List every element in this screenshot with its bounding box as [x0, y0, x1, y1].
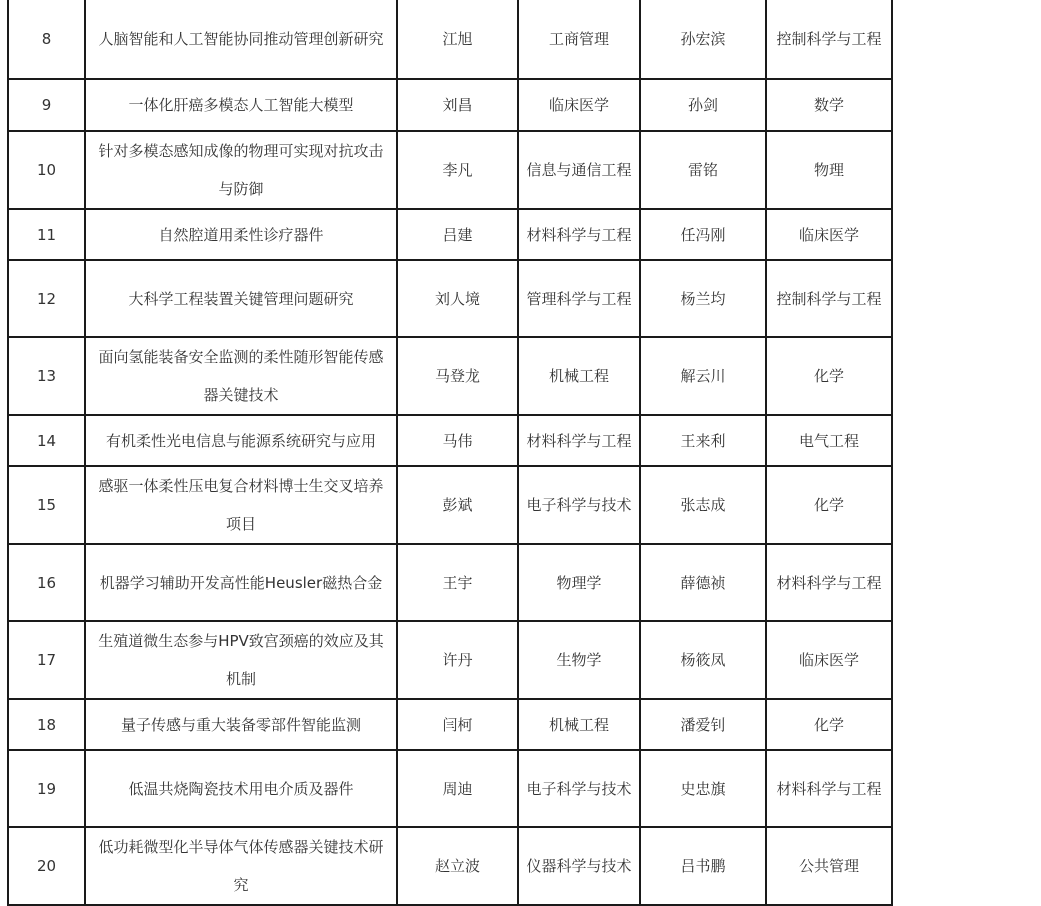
row-number: 17 [8, 621, 85, 699]
student-name: 周迪 [397, 750, 518, 827]
supervisor-name: 吕书鹏 [640, 827, 766, 905]
student-name: 赵立波 [397, 827, 518, 905]
supervisor-name: 薛德祯 [640, 544, 766, 621]
table-row [8, 79, 892, 131]
supervisor-field: 化学 [766, 699, 892, 750]
table-row [8, 621, 892, 699]
supervisor-field: 电气工程 [766, 415, 892, 466]
table-row [8, 699, 892, 750]
project-title: 自然腔道用柔性诊疗器件 [85, 209, 397, 260]
supervisor-name: 孙剑 [640, 79, 766, 131]
supervisor-name: 王来利 [640, 415, 766, 466]
table-row [8, 827, 892, 905]
student-name: 李凡 [397, 131, 518, 209]
student-major: 机械工程 [518, 337, 640, 415]
student-name: 王宇 [397, 544, 518, 621]
row-number: 16 [8, 544, 85, 621]
project-table [7, 0, 893, 906]
supervisor-name: 杨兰均 [640, 260, 766, 337]
table-row [8, 337, 892, 415]
row-number: 12 [8, 260, 85, 337]
supervisor-name: 潘爱钊 [640, 699, 766, 750]
project-title: 低温共烧陶瓷技术用电介质及器件 [85, 750, 397, 827]
project-title: 生殖道微生态参与HPV致宫颈癌的效应及其机制 [85, 621, 397, 699]
student-name: 彭斌 [397, 466, 518, 544]
supervisor-name: 雷铭 [640, 131, 766, 209]
supervisor-name: 张志成 [640, 466, 766, 544]
student-name: 马伟 [397, 415, 518, 466]
project-title: 人脑智能和人工智能协同推动管理创新研究 [85, 0, 397, 79]
table-row [8, 260, 892, 337]
student-name: 刘人境 [397, 260, 518, 337]
student-name: 马登龙 [397, 337, 518, 415]
supervisor-field: 临床医学 [766, 621, 892, 699]
supervisor-field: 物理 [766, 131, 892, 209]
project-title: 面向氢能装备安全监测的柔性随形智能传感器关键技术 [85, 337, 397, 415]
project-title: 针对多模态感知成像的物理可实现对抗攻击与防御 [85, 131, 397, 209]
student-name: 闫柯 [397, 699, 518, 750]
row-number: 19 [8, 750, 85, 827]
student-major: 工商管理 [518, 0, 640, 79]
row-number: 9 [8, 79, 85, 131]
student-major: 材料科学与工程 [518, 209, 640, 260]
row-number: 15 [8, 466, 85, 544]
supervisor-field: 公共管理 [766, 827, 892, 905]
student-major: 临床医学 [518, 79, 640, 131]
table-row [8, 131, 892, 209]
supervisor-field: 化学 [766, 466, 892, 544]
table-row [8, 415, 892, 466]
supervisor-name: 杨筱凤 [640, 621, 766, 699]
student-major: 生物学 [518, 621, 640, 699]
row-number: 20 [8, 827, 85, 905]
student-major: 材料科学与工程 [518, 415, 640, 466]
supervisor-name: 孙宏滨 [640, 0, 766, 79]
project-title: 感驱一体柔性压电复合材料博士生交叉培养项目 [85, 466, 397, 544]
student-major: 信息与通信工程 [518, 131, 640, 209]
supervisor-field: 临床医学 [766, 209, 892, 260]
supervisor-field: 数学 [766, 79, 892, 131]
project-title: 机器学习辅助开发高性能Heusler磁热合金 [85, 544, 397, 621]
student-major: 管理科学与工程 [518, 260, 640, 337]
supervisor-field: 控制科学与工程 [766, 0, 892, 79]
table-row [8, 750, 892, 827]
student-major: 物理学 [518, 544, 640, 621]
row-number: 13 [8, 337, 85, 415]
project-title: 有机柔性光电信息与能源系统研究与应用 [85, 415, 397, 466]
student-name: 吕建 [397, 209, 518, 260]
table-row [8, 544, 892, 621]
student-name: 江旭 [397, 0, 518, 79]
student-name: 许丹 [397, 621, 518, 699]
project-title: 一体化肝癌多模态人工智能大模型 [85, 79, 397, 131]
table-row [8, 209, 892, 260]
student-major: 机械工程 [518, 699, 640, 750]
row-number: 14 [8, 415, 85, 466]
supervisor-name: 史忠旗 [640, 750, 766, 827]
table-row [8, 0, 892, 79]
project-title: 大科学工程装置关键管理问题研究 [85, 260, 397, 337]
table-row [8, 466, 892, 544]
student-major: 仪器科学与技术 [518, 827, 640, 905]
supervisor-field: 材料科学与工程 [766, 750, 892, 827]
supervisor-name: 解云川 [640, 337, 766, 415]
supervisor-name: 任冯刚 [640, 209, 766, 260]
supervisor-field: 化学 [766, 337, 892, 415]
student-major: 电子科学与技术 [518, 750, 640, 827]
row-number: 11 [8, 209, 85, 260]
row-number: 10 [8, 131, 85, 209]
supervisor-field: 材料科学与工程 [766, 544, 892, 621]
project-table-body [8, 0, 892, 905]
student-name: 刘昌 [397, 79, 518, 131]
row-number: 18 [8, 699, 85, 750]
supervisor-field: 控制科学与工程 [766, 260, 892, 337]
project-title: 低功耗微型化半导体气体传感器关键技术研究 [85, 827, 397, 905]
row-number: 8 [8, 0, 85, 79]
student-major: 电子科学与技术 [518, 466, 640, 544]
project-title: 量子传感与重大装备零部件智能监测 [85, 699, 397, 750]
